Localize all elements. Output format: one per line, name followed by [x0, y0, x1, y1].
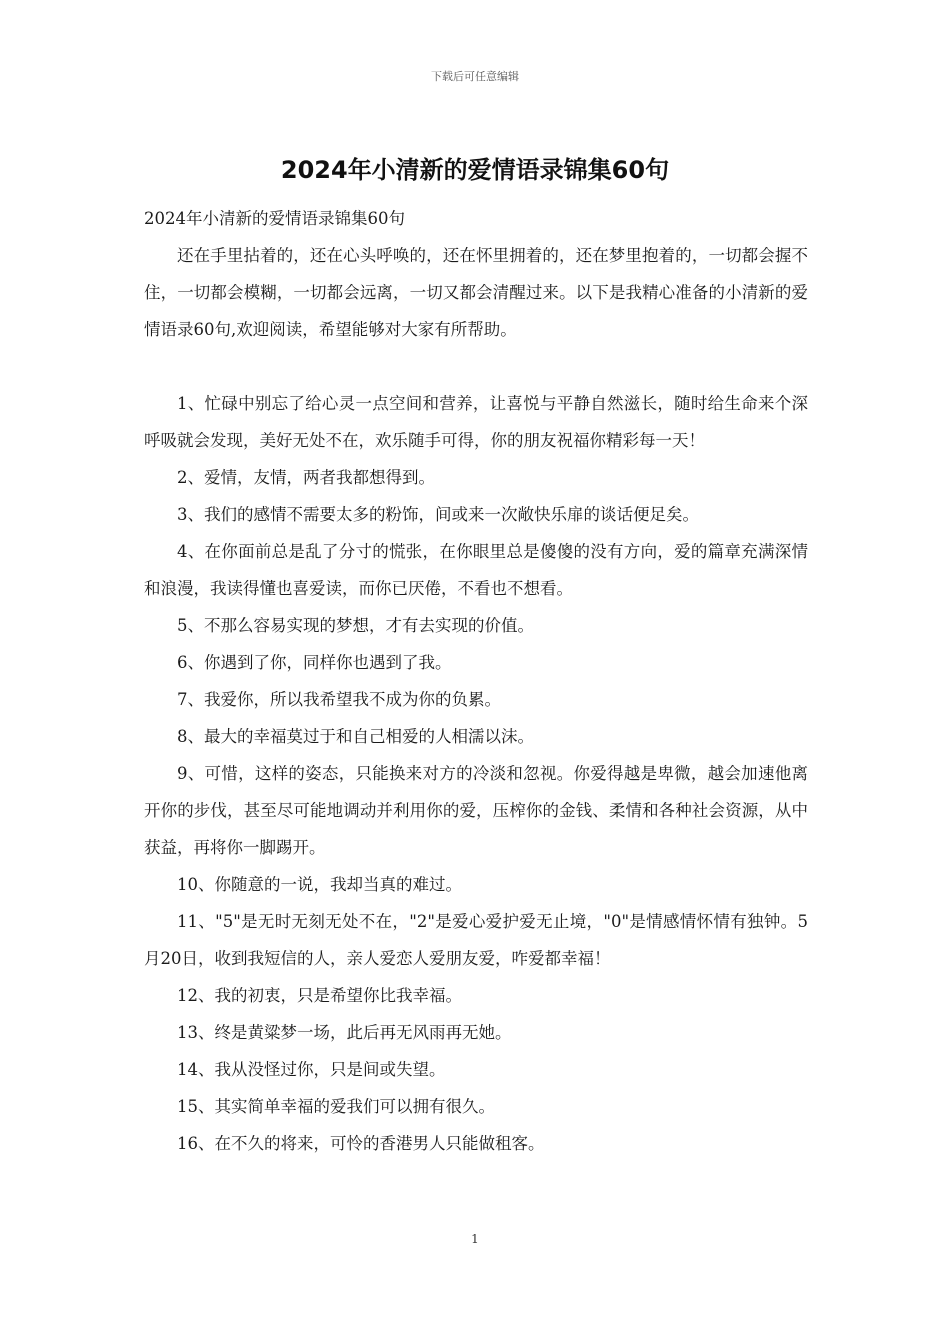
list-item: 1、忙碌中别忘了给心灵一点空间和营养，让喜悦与平静自然滋长，随时给生命来个深呼吸就会发现，美好无处不在，欢乐随手可得，你的朋友祝福你精彩每一天！ — [144, 394, 808, 450]
list-item: 5、不那么容易实现的梦想，才有去实现的价值。 — [177, 616, 534, 635]
list-item: 8、最大的幸福莫过于和自己相爱的人相濡以沫。 — [177, 727, 534, 746]
list-item: 14、我从没怪过你，只是间或失望。 — [177, 1060, 446, 1079]
list-item: 7、我爱你，所以我希望我不成为你的负累。 — [177, 690, 501, 709]
list-item: 16、在不久的将来，可怜的香港男人只能做租客。 — [177, 1134, 545, 1153]
list-item: 9、可惜，这样的姿态，只能换来对方的冷淡和忽视。你爱得越是卑微，越会加速他离开你的步伐，甚至尽可能地调动并利用你的爱，压榨你的金钱、柔情和各种社会资源，从中获益，再将你一脚踢开。 — [144, 764, 808, 857]
page-number: 1 — [471, 1232, 479, 1246]
intro-paragraph: 还在手里拈着的，还在心头呼唤的，还在怀里拥着的，还在梦里抱着的，一切都会握不住，一切都会模糊，一切都会远离，一切又都会清醒过来。以下是我精心准备的小清新的爱情语录60句,欢迎阅读，希望能够对大家有所帮助。 — [144, 246, 808, 339]
list-item: 3、我们的感情不需要太多的粉饰，间或来一次敞快乐扉的谈话便足矣。 — [177, 505, 699, 524]
list-item: 6、你遇到了你，同样你也遇到了我。 — [177, 653, 452, 672]
list-item: 10、你随意的一说，我却当真的难过。 — [177, 875, 462, 894]
document-title: 2024年小清新的爱情语录锦集60句 — [280, 156, 670, 184]
list-item: 15、其实简单幸福的爱我们可以拥有很久。 — [177, 1097, 495, 1116]
list-item: 11、"5"是无时无刻无处不在，"2"是爱心爱护爱无止境，"0"是情感情怀情有独钟。5月20日，收到我短信的人，亲人爱恋人爱朋友爱，咋爱都幸福！ — [144, 912, 808, 968]
page-header-note: 下载后可任意编辑 — [431, 70, 519, 83]
list-item: 12、我的初衷，只是希望你比我幸福。 — [177, 986, 462, 1005]
list-item: 2、爱情，友情，两者我都想得到。 — [177, 468, 435, 487]
document-subtitle: 2024年小清新的爱情语录锦集60句 — [144, 209, 405, 228]
list-item: 4、在你面前总是乱了分寸的慌张，在你眼里总是傻傻的没有方向，爱的篇章充满深情和浪漫，我读得懂也喜爱读，而你已厌倦，不看也不想看。 — [144, 542, 808, 598]
list-item: 13、终是黄粱梦一场，此后再无风雨再无她。 — [177, 1023, 512, 1042]
document-body — [144, 200, 808, 1162]
